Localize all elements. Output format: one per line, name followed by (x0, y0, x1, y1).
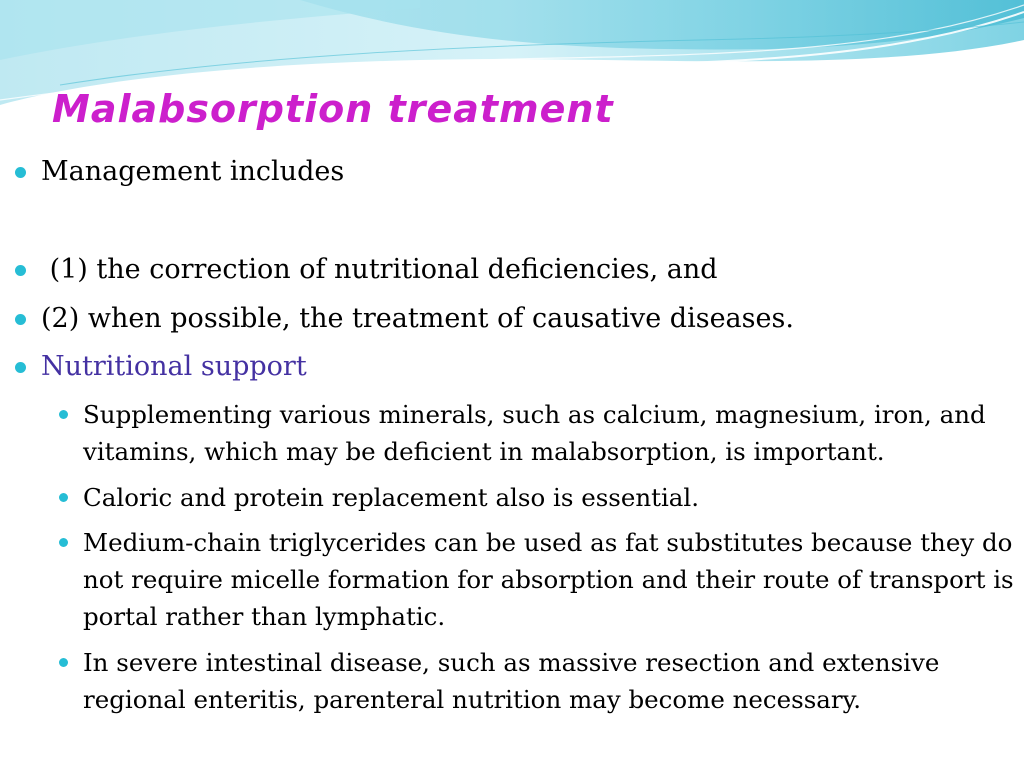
bullet-dot (15, 167, 26, 178)
slide-title: Malabsorption treatment (52, 87, 614, 131)
sub-bullet-dot (59, 538, 68, 547)
bullet-dot (15, 314, 26, 325)
sub-list-item: Supplementing various minerals, such as calcium, magnesium, iron, and vitamins, which may be deficient in malabsorption, is important. (83, 400, 986, 466)
sub-bullet-dot (59, 410, 68, 419)
list-item: (1) the correction of nutritional deficiencies, and (41, 254, 718, 285)
bullet-dot (15, 265, 26, 276)
bullet-dot (15, 362, 26, 373)
sub-list-item: Medium-chain triglycerides can be used as fat substitutes because they do not require micelle formation for absorption and their route of transport is portal rather than lymphatic. (83, 528, 1014, 631)
list-item: (2) when possible, the treatment of causative diseases. (41, 303, 794, 334)
sub-bullet-dot (59, 658, 68, 667)
list-item: Management includes (41, 156, 345, 187)
sub-bullet-dot (59, 493, 68, 502)
sub-list-item: Caloric and protein replacement also is essential. (83, 483, 700, 512)
list-item-heading: Nutritional support (41, 351, 307, 382)
sub-list-item: In severe intestinal disease, such as massive resection and extensive regional enteritis, parenteral nutrition may become necessary. (83, 648, 940, 714)
